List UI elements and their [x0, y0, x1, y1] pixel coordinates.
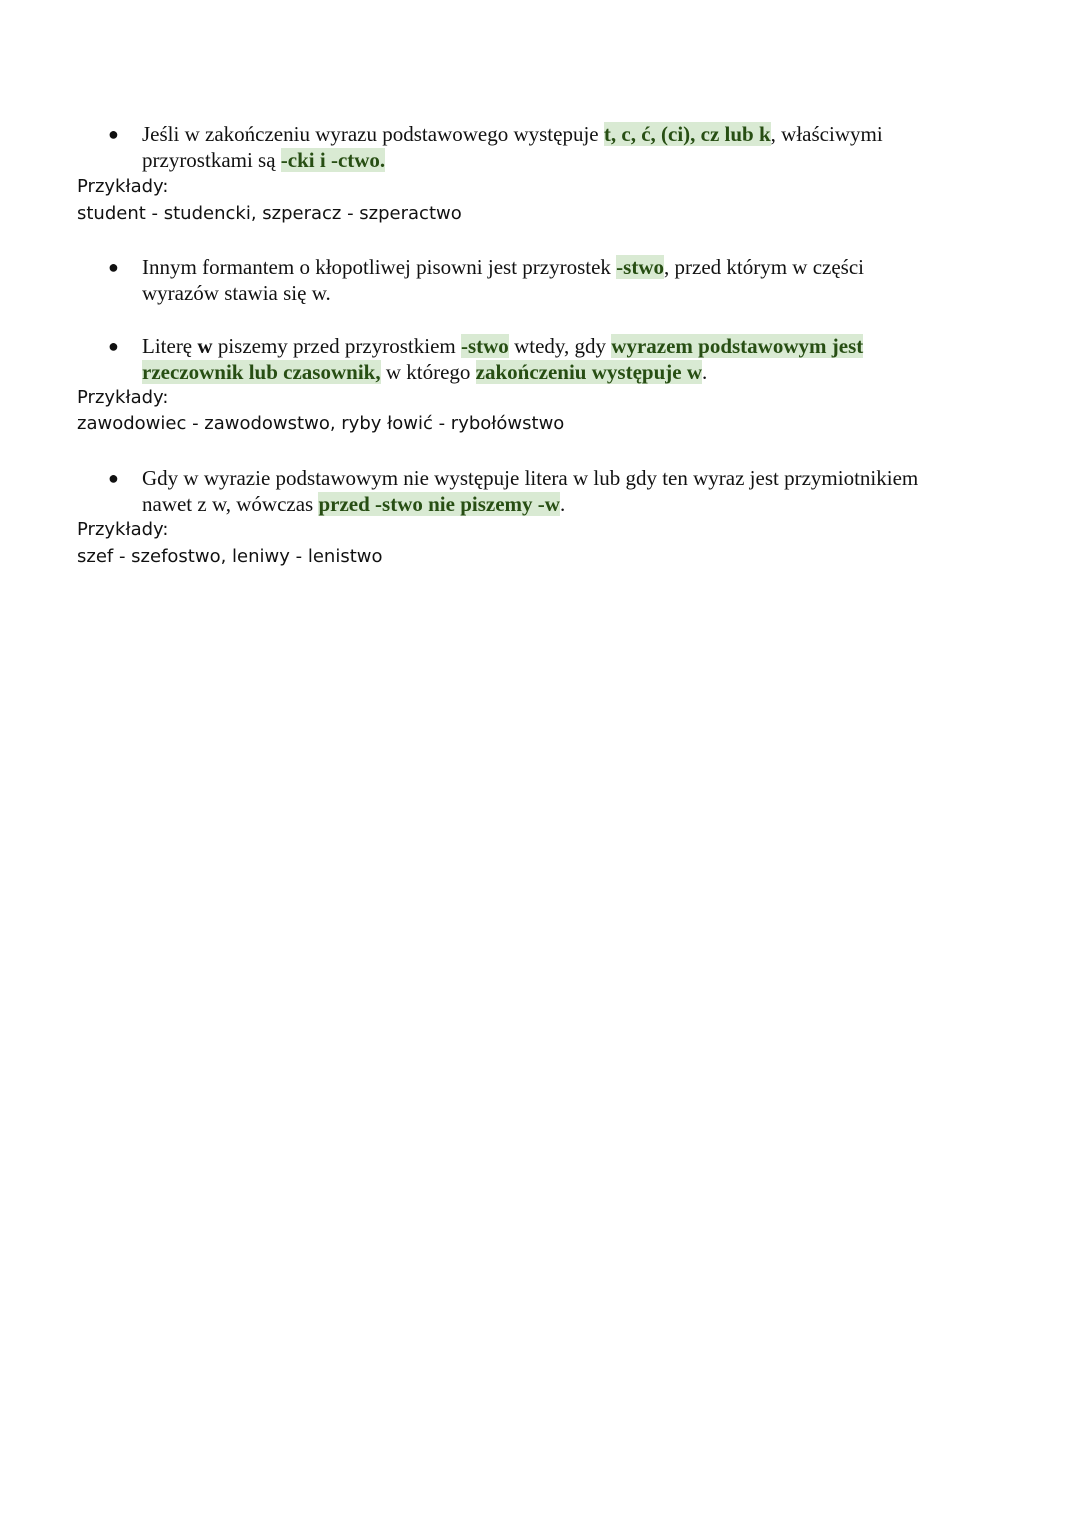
examples-label: Przykłady:: [77, 519, 169, 540]
highlighted-phrase: przed -stwo nie piszemy -w: [318, 492, 560, 516]
rule-1: [108, 121, 938, 173]
rule-1-text: [142, 121, 938, 173]
bold-letter: w: [197, 334, 213, 358]
rule-4-text: [142, 465, 938, 517]
bullet-icon: ●: [108, 257, 119, 277]
rule-2: [108, 254, 938, 306]
examples-text: zawodowiec - zawodowstwo, ryby łowić - rybołówstwo: [77, 413, 565, 434]
rule-text-segment: w którego: [380, 360, 476, 384]
highlighted-phrase: -stwo: [460, 334, 509, 358]
examples-label: Przykłady:: [77, 176, 169, 197]
rule-3: [108, 333, 938, 385]
rule-text-segment: Gdy w wyrazie podstawowym nie występuje litera w lub gdy ten wyraz jest przymiotnikiem nawet z w, wówczas: [142, 466, 919, 516]
examples-label: Przykłady:: [77, 387, 169, 408]
bullet-icon: ●: [108, 336, 119, 356]
highlighted-phrase: -cki i -ctwo.: [280, 148, 386, 172]
highlighted-phrase: wyrazem podstawowym jest rzeczownik lub czasownik,: [142, 334, 864, 384]
examples-text: szef - szefostwo, leniwy - lenistwo: [77, 546, 383, 567]
rule-text-segment: wtedy, gdy: [508, 334, 612, 358]
highlighted-phrase: zakończeniu występuje w: [475, 360, 702, 384]
highlighted-phrase: -stwo: [616, 255, 664, 279]
rule-4: [108, 465, 938, 517]
rule-text-segment: Literę: [142, 334, 198, 358]
rule-text-segment: piszemy przed przyrostkiem: [212, 334, 461, 358]
highlighted-phrase: t, c, ć, (ci), cz lub k: [603, 122, 771, 146]
rule-text-segment: .: [701, 360, 708, 384]
rule-text-segment: Jeśli w zakończeniu wyrazu podstawowego występuje: [142, 122, 604, 146]
rule-2-text: [142, 254, 938, 306]
bullet-icon: ●: [108, 124, 119, 144]
rule-text-segment: Innym formantem o kłopotliwej pisowni jest przyrostek: [142, 255, 617, 279]
rule-text-segment: , właściwymi przyrostkami są: [142, 122, 883, 172]
bullet-icon: ●: [108, 468, 119, 488]
rule-3-text: [142, 333, 938, 385]
rule-text-segment: , przed którym w części wyrazów stawia się w.: [142, 255, 865, 305]
examples-text: student - studencki, szperacz - szperactwo: [77, 203, 462, 224]
rule-text-segment: .: [559, 492, 566, 516]
